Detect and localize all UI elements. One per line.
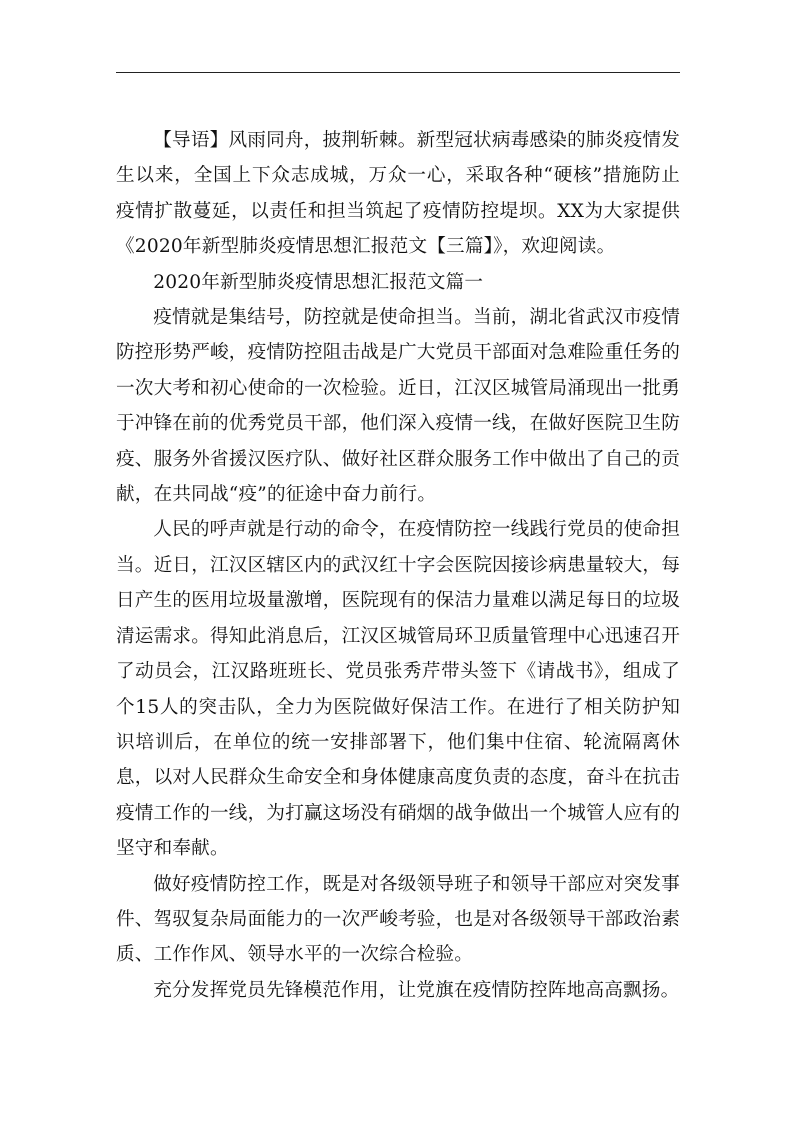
body-paragraph: 人民的呼声就是行动的命令，在疫情防控一线践行党员的使命担当。近日，江汉区辖区内的武汉红十字会医院因接诊病患量较大，每日产生的医用垃圾量激增，医院现有的保洁力量难以满足每日的垃圾清运需求。得知此消息后，江汉区城管局环卫质量管理中心迅速召开了动员会，江汉路班班长、党员张秀芹带头签下《请战书》，组成了个15人的突击队，全力为医院做好保洁工作。在进行了相关防护知识培训后，在单位的统一安排部署下，他们集中住宿、轮流隔离休息，以对人民群众生命安全和身体健康高度负责的态度，奋斗在抗击疫情工作的一线，为打赢这场没有硝烟的战争做出一个城管人应有的坚守和奉献。 bbox=[116, 519, 680, 860]
header-divider bbox=[116, 72, 680, 73]
document-body bbox=[116, 123, 680, 1008]
section-heading: 2020年新型肺炎疫情思想汇报范文篇一 bbox=[153, 271, 484, 293]
intro-paragraph: 【导语】风雨同舟，披荆斩棘。新型冠状病毒感染的肺炎疫情发生以来，全国上下众志成城，万众一心，采取各种“硬核”措施防止疫情扩散蔓延，以责任和担当筑起了疫情防控堤坝。XX为大家提供《2020年新型肺炎疫情思想汇报范文【三篇】》，欢迎阅读。 bbox=[116, 130, 680, 258]
body-paragraph: 充分发挥党员先锋模范作用，让党旗在疫情防控阵地高高飘扬。 bbox=[153, 979, 680, 1001]
body-paragraph: 做好疫情防控工作，既是对各级领导班子和领导干部应对突发事件、驾驭复杂局面能力的一次严峻考验，也是对各级领导干部政治素质、工作作风、领导水平的一次综合检验。 bbox=[116, 873, 680, 966]
body-paragraph: 疫情就是集结号，防控就是使命担当。当前，湖北省武汉市疫情防控形势严峻，疫情防控阻击战是广大党员干部面对急难险重任务的一次大考和初心使命的一次检验。近日，江汉区城管局涌现出一批勇于冲锋在前的优秀党员干部，他们深入疫情一线，在做好医院卫生防疫、服务外省援汉医疗队、做好社区群众服务工作中做出了自己的贡献，在共同战“疫”的征途中奋力前行。 bbox=[116, 307, 680, 506]
